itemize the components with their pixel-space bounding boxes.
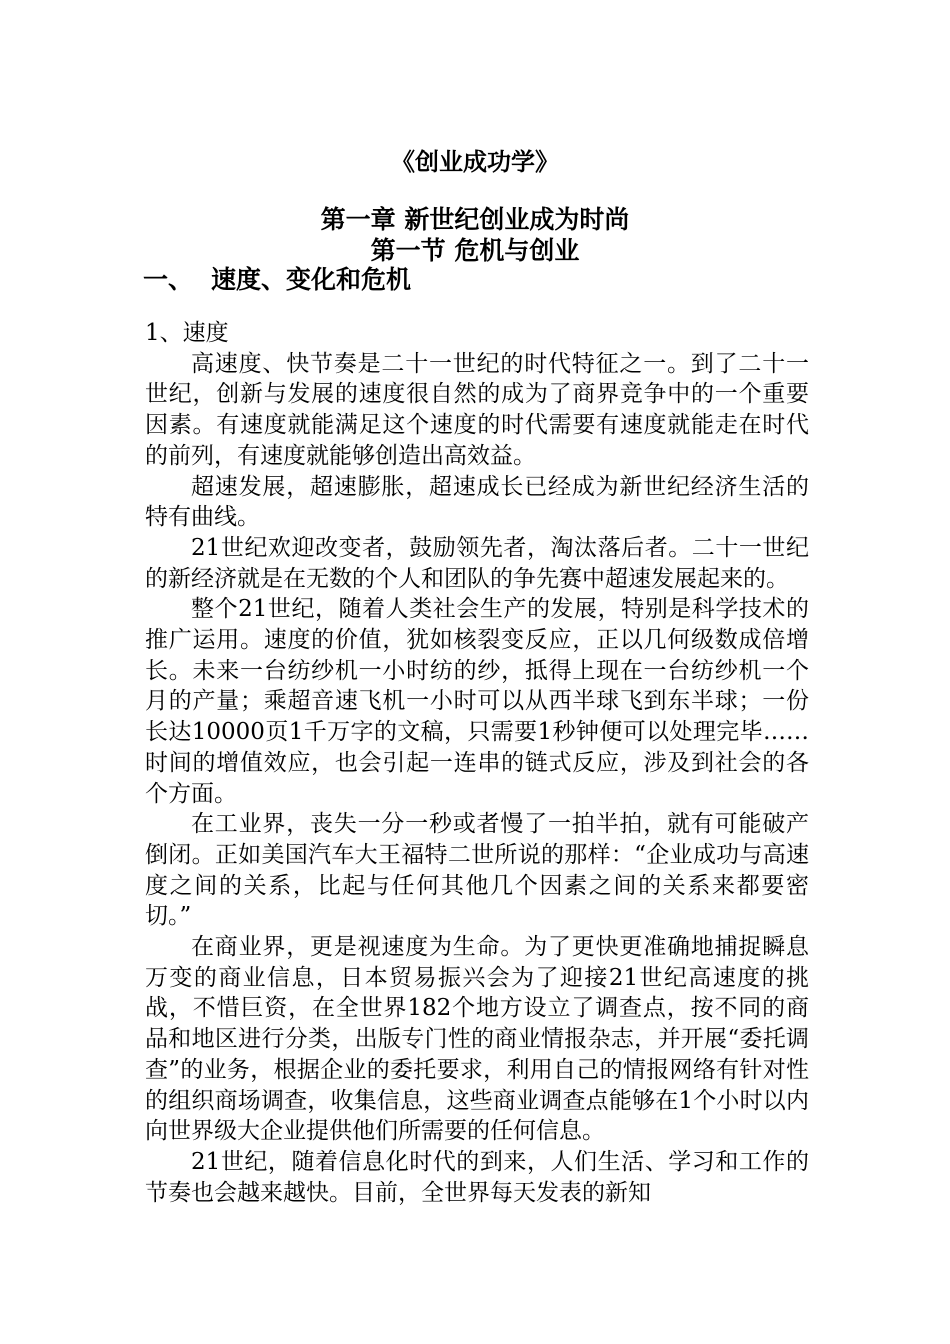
- body-text: [145, 318, 809, 1208]
- paragraph: 21世纪，随着信息化时代的到来，人们生活、学习和工作的节奏也会越来越快。目前，全世界每天发表的新知: [145, 1148, 809, 1206]
- paragraph: 超速发展，超速膨胀，超速成长已经成为新世纪经济生活的特有曲线。: [145, 473, 809, 531]
- paragraph: 21世纪欢迎改变者，鼓励领先者，淘汰落后者。二十一世纪的新经济就是在无数的个人和团队的争先赛中超速发展起来的。: [145, 534, 809, 592]
- section-title: 第一节 危机与创业: [370, 236, 580, 265]
- chapter-title: 第一章 新世纪创业成为时尚: [320, 205, 630, 234]
- paragraph: 整个21世纪，随着人类社会生产的发展，特别是科学技术的推广运用。速度的价值，犹如核裂变反应，正以几何级数成倍增长。未来一台纺纱机一小时纺的纱，抵得上现在一台纺纱机一个月的产量；乘超音速飞机一小时可以从西半球飞到东半球；一份长达10000页1千万字的文稿，只需要1秒钟便可以处理完毕……时间的增值效应，也会引起一连串的链式反应，涉及到社会的各个方面。: [145, 596, 809, 807]
- heading-text: 速度、变化和危机: [211, 265, 412, 294]
- heading-level-1: [143, 264, 823, 296]
- paragraph: 高速度、快节奏是二十一世纪的时代特征之一。到了二十一世纪，创新与发展的速度很自然的成为了商界竞争中的一个重要因素。有速度就能满足这个速度的时代需要有速度就能走在时代的前列，有速度就能够创造出高效益。: [145, 350, 809, 469]
- heading-number: 一、: [143, 265, 194, 294]
- subheading: 1、速度: [145, 320, 229, 346]
- book-title: 《创业成功学》: [391, 148, 559, 176]
- paragraph: 在商业界，更是视速度为生命。为了更快更准确地捕捉瞬息万变的商业信息，日本贸易振兴会为了迎接21世纪高速度的挑战，不惜巨资，在全世界182个地方设立了调查点，按不同的商品和地区进行分类，出版专门性的商业情报杂志，并开展“委托调查”的业务，根据企业的委托要求，利用自己的情报网络有针对性的组织商场调查，收集信息，这些商业调查点能够在1个小时以内向世界级大企业提供他们所需要的任何信息。: [145, 934, 809, 1145]
- paragraph: 在工业界，丧失一分一秒或者慢了一拍半拍，就有可能破产倒闭。正如美国汽车大王福特二世所说的那样：“企业成功与高速度之间的关系，比起与任何其他几个因素之间的关系来都要密切。”: [145, 811, 809, 930]
